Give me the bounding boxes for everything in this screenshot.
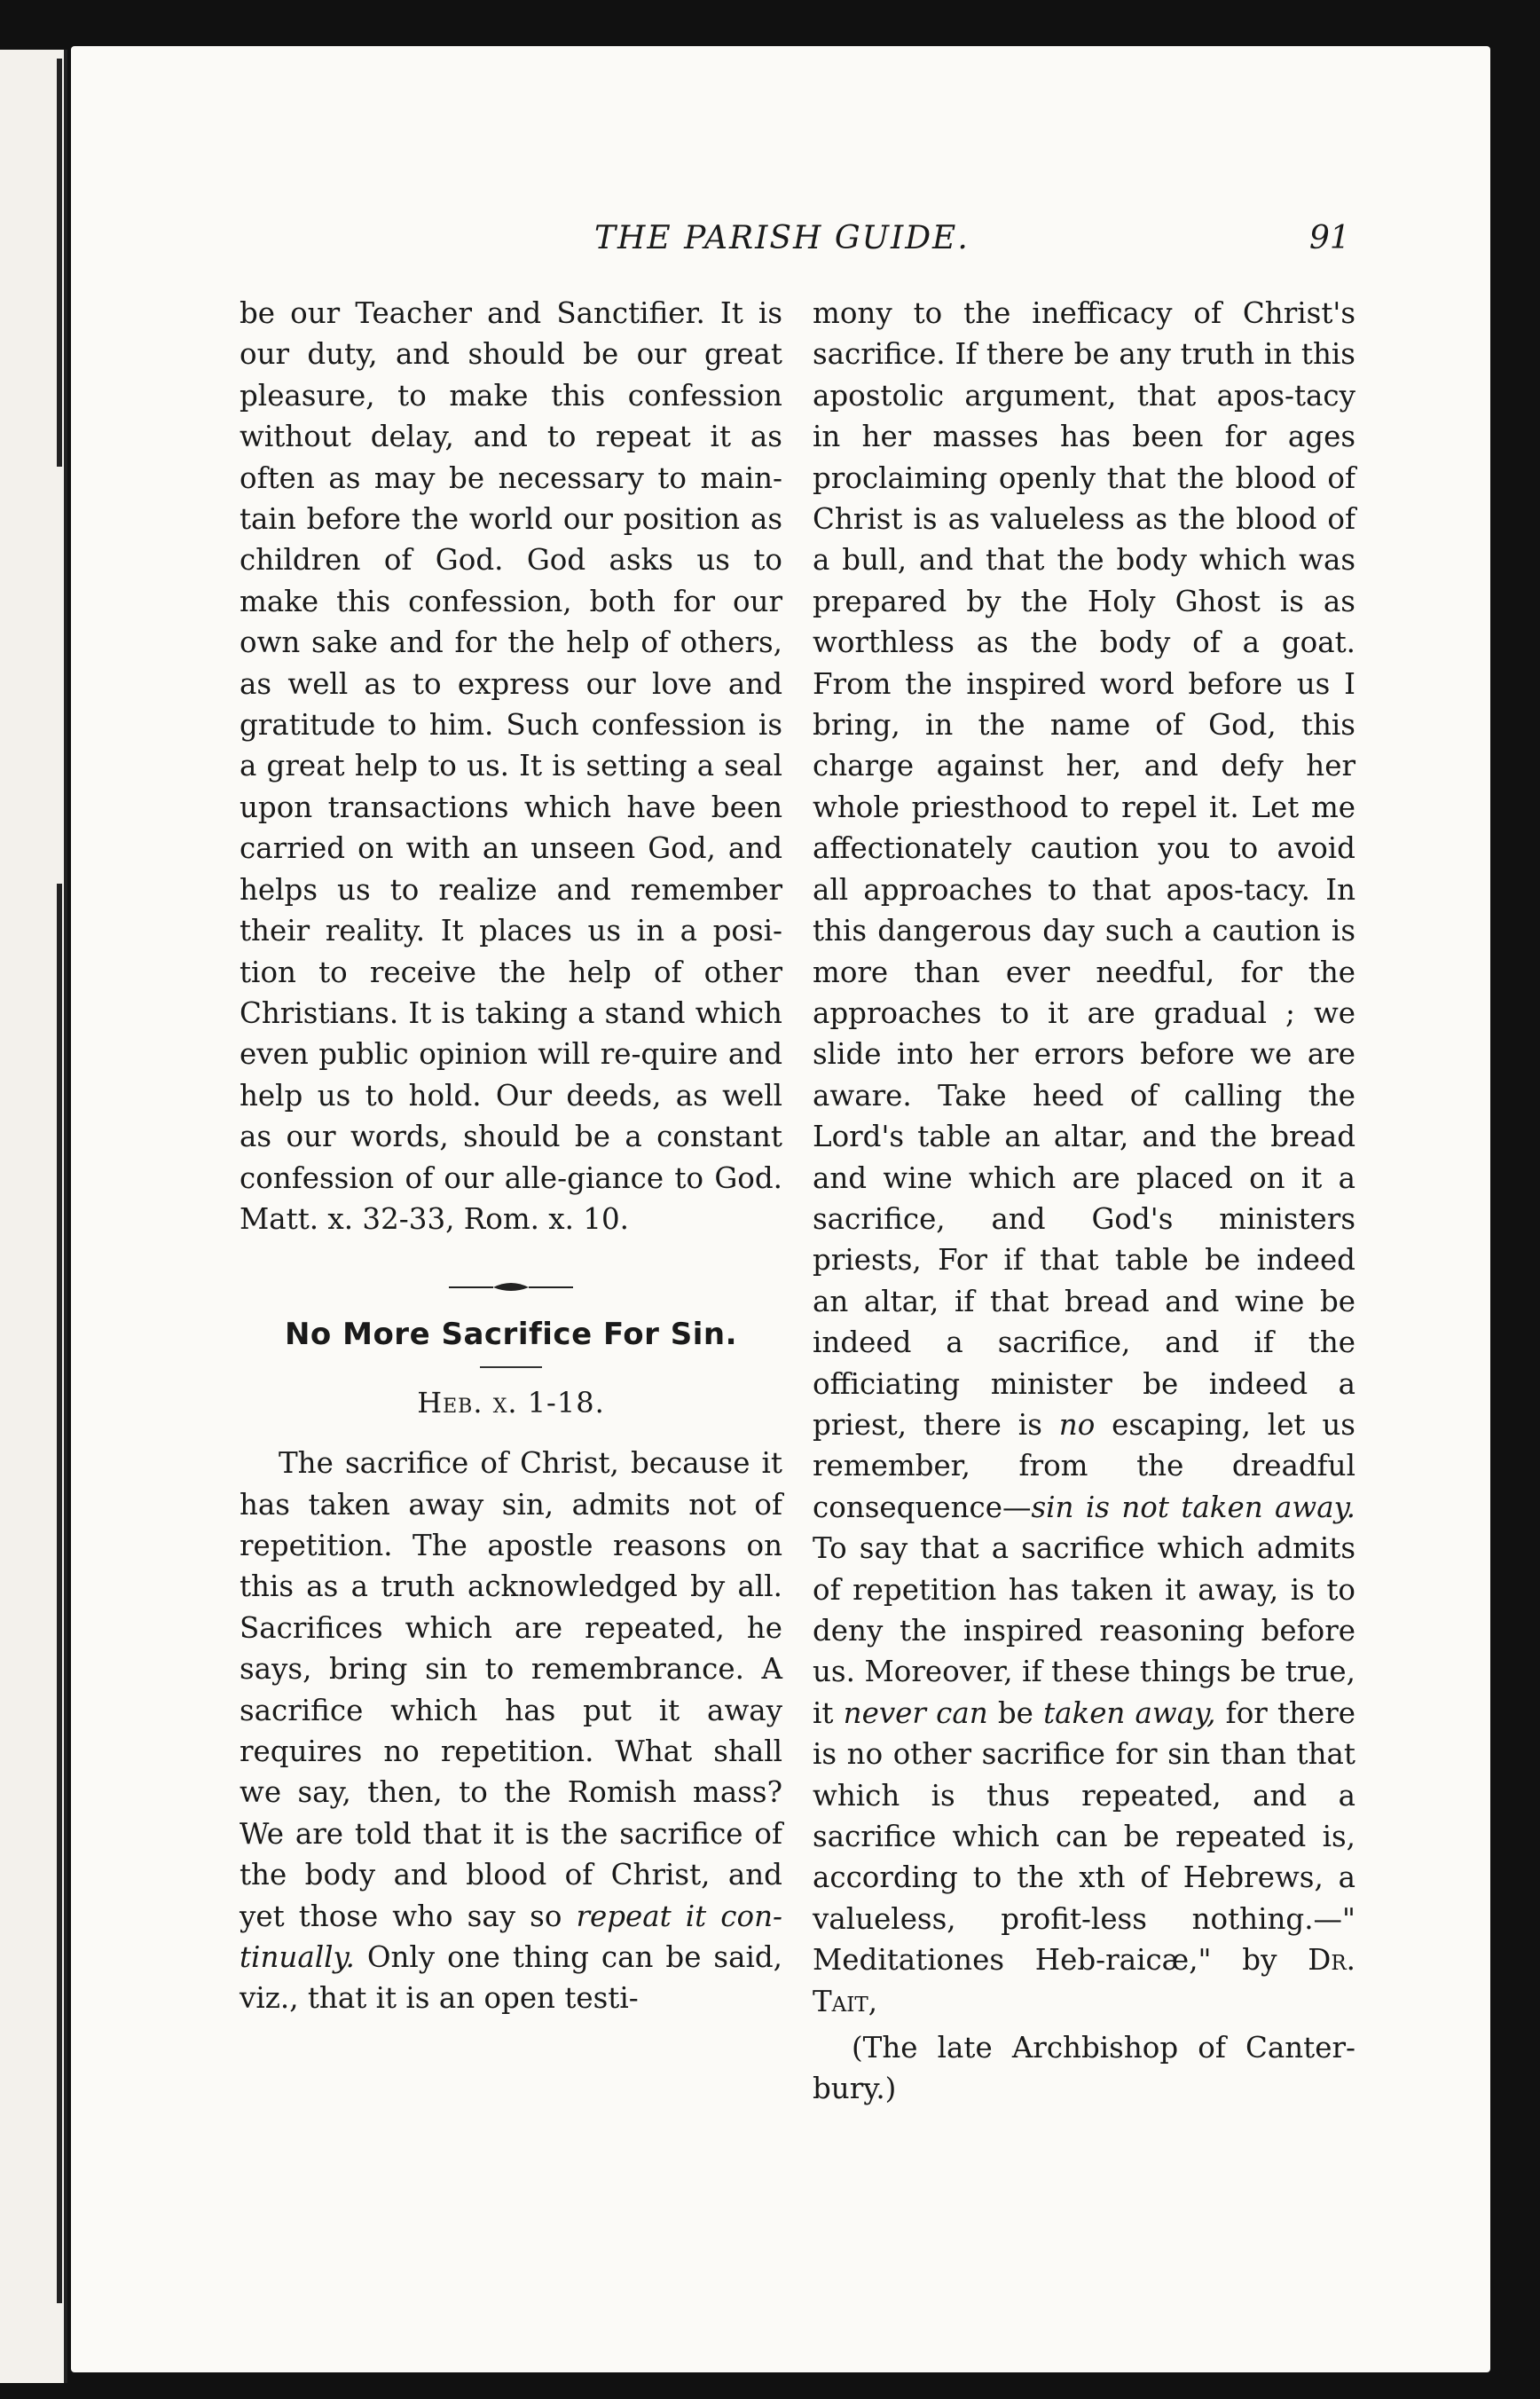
article-title: No More Sacrifice For Sin.	[284, 1317, 738, 1353]
running-title: THE PARISH GUIDE.	[594, 220, 970, 256]
article-text: be	[997, 1695, 1033, 1730]
article-text: escaping, let us remember, from the dreadful consequence—	[813, 1407, 1355, 1524]
continued-article-paragraph	[813, 293, 1355, 2022]
article-italic-text: repeat it con-tinually.	[240, 1899, 782, 1975]
title-rule	[480, 1366, 542, 1368]
book-page	[71, 46, 1490, 2372]
right-column	[813, 293, 1355, 2110]
article-text: for there is no other sacrifice for sin than that which is thus repeated, and a sacrifice which can be repeated is, according to the xth of Hebrews, a valueless, profit-less nothing.—" Meditationes Heb-raicæ," by	[813, 1695, 1355, 1978]
page-number: 91	[1309, 220, 1350, 256]
article-italic-text: never can	[843, 1695, 988, 1730]
article-italic-text: no	[1058, 1407, 1096, 1442]
article-paragraph	[240, 1443, 782, 2019]
scripture-reference: Heb. x. 1-18.	[417, 1385, 605, 1420]
ornament-icon	[449, 1278, 573, 1296]
page-edge-line	[57, 59, 62, 467]
page-edge-line	[57, 884, 62, 2303]
article-text: mony to the inefficacy of Christ's sacrifice. If there be any truth in this apostolic argument, that apos-tacy in her masses has been for ages proclaiming openly that the blood of Christ is as valueless as the blood of a bull, and that the body which was prepared by the Holy Ghost is as worthless as the body of a goat. From the inspired word before us I bring, in the name of God, this charge against her, and defy her whole priesthood to repel it. Let me affectionately caution you to avoid all approaches to that apos-tacy. In this dangerous day such a caution is more than ever needful, for the approaches to it are gradual ; we slide into her errors before we are aware. Take heed of calling the Lord's table an altar, and the bread and wine which are placed on it a sacrifice, and God's ministers priests, For if that table be indeed an altar, if that bread and wine be indeed a sacrifice, and if the officiating minister be indeed a priest, there is	[813, 296, 1355, 1442]
author-name: Dr. Tait,	[813, 1943, 1355, 2018]
article-italic-text: taken away,	[1043, 1695, 1216, 1730]
article-text: Only one thing can be said, viz., that it is an open testi-	[240, 1940, 782, 2016]
article-text: The sacrifice of Christ, because it has taken away sin, admits not of repetition. The apostle reasons on this as a truth acknowledged by all. Sacrifices which are repeated, he says, bring sin to remembrance. A sacrifice which has put it away requires no repetition. What shall we say, then, to the Romish mass? We are told that it is the sacrifice of the body and blood of Christ, and yet those who say so	[240, 1446, 782, 1933]
article-italic-text: sin is not taken away.	[1031, 1490, 1355, 1524]
left-column	[240, 293, 782, 2019]
adjacent-page-edge	[0, 50, 67, 2383]
article-text: To say that a sacrifice which admits of repetition has taken it away, is to deny the inspired reasoning before us. Moreover, if these things be true, it	[813, 1531, 1355, 1730]
ornament-divider	[240, 1266, 782, 1284]
page-header	[71, 220, 1490, 273]
closing-note: (The late Archbishop of Canter-bury.)	[813, 2031, 1355, 2106]
continued-paragraph: be our Teacher and Sanctifier. It is our duty, and should be our great pleasure, to make this confession without delay, and to repeat it as often as may be necessary to main-tain before the world our position as children of God. God asks us to make this confession, both for our own sake and for the help of others, as well as to express our love and gratitude to him. Such confession is a great help to us. It is setting a seal upon transactions which have been carried on with an unseen God, and helps us to realize and remember their reality. It places us in a posi-tion to receive the help of other Christians. It is taking a stand which even public opinion will re-quire and help us to hold. Our deeds, as well as our words, should be a constant confession of our alle-giance to God. Matt. x. 32-33, Rom. x. 10.	[240, 296, 782, 1236]
